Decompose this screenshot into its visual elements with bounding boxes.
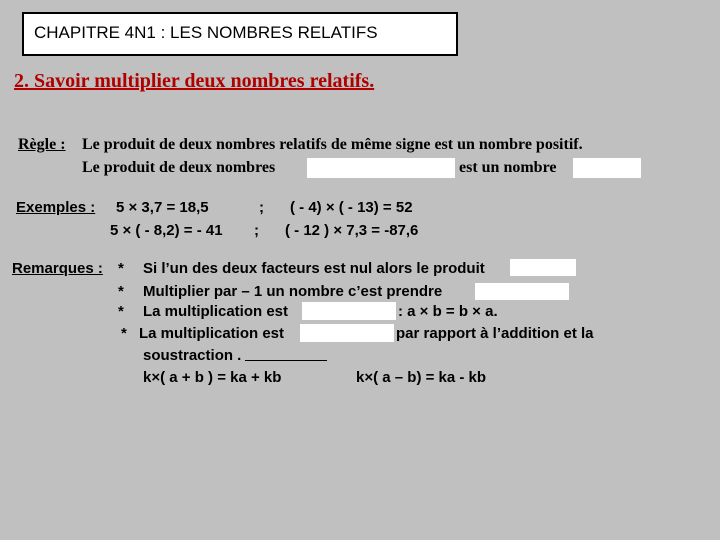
remark-4-text-tail: par rapport à l’addition et la [396, 325, 594, 342]
distributivity-formula-1: k×( a + b ) = ka + kb [143, 369, 282, 386]
section-heading: 2. Savoir multiplier deux nombres relatifs. [14, 70, 375, 92]
remark-4-text: La multiplication est [139, 325, 285, 342]
remark-2-blank [475, 283, 569, 300]
remark-3-blank [302, 302, 396, 320]
examples-label: Exemples : [16, 199, 96, 216]
chapter-title: CHAPITRE 4N1 : LES NOMBRES RELATIFS [34, 23, 378, 42]
rule-line-2-start: Le produit de deux nombres [82, 159, 276, 176]
rule-line-2-mid: est un nombre [459, 159, 557, 176]
example-2: ( - 4) × ( - 13) = 52 [290, 199, 413, 216]
remark-bullet: * [118, 260, 124, 277]
example-1: 5 × 3,7 = 18,5 [116, 199, 209, 216]
remark-1-blank [510, 259, 576, 276]
remark-2-text: Multiplier par – 1 un nombre c’est prendre [143, 283, 443, 300]
rule-blank-2 [573, 158, 641, 178]
example-4: ( - 12 ) × 7,3 = -87,6 [285, 222, 419, 239]
remark-4-blank [300, 324, 394, 342]
distributivity-formula-2: k×( a – b) = ka - kb [356, 369, 487, 386]
remark-4-continuation: soustraction . [143, 347, 242, 364]
rule-line-1: Le produit de deux nombres relatifs de même signe est un nombre positif. [82, 136, 583, 153]
remarks-label: Remarques : [12, 260, 103, 277]
remark-1-text: Si l’un des deux facteurs est nul alors le produit [143, 260, 485, 277]
remark-bullet: * [118, 283, 124, 300]
chapter-title-box [22, 12, 458, 56]
example-3: 5 × ( - 8,2) = - 41 [110, 222, 223, 239]
remark-3-text: La multiplication est [143, 303, 289, 320]
rule-blank-1 [307, 158, 455, 178]
remark-4-underline-blank [245, 360, 327, 361]
example-separator-2: ; [254, 222, 259, 239]
remark-bullet: * [121, 325, 127, 342]
example-separator-1: ; [259, 199, 264, 216]
remark-bullet: * [118, 303, 124, 320]
remark-3-formula: : a × b = b × a. [398, 303, 498, 320]
rule-label: Règle : [18, 136, 66, 153]
